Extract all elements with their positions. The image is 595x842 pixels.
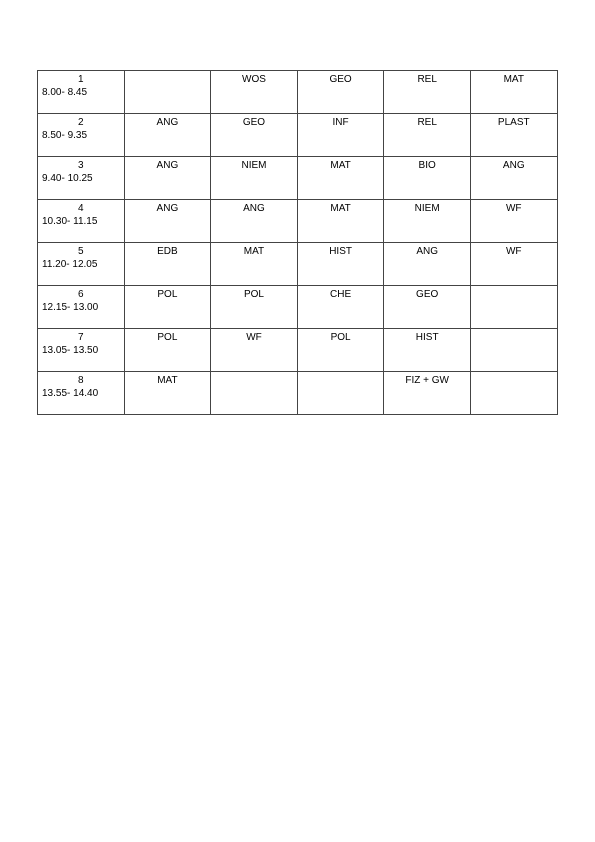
subject-cell: MAT [124,372,211,415]
table-row [38,200,558,243]
lesson-time: 10.30- 11.15 [42,216,98,227]
subject-cell: PLAST [470,114,557,157]
subject-cell: ANG [124,200,211,243]
subject-cell: MAT [211,243,298,286]
subject-cell: WF [211,329,298,372]
table-row [38,243,558,286]
subject-cell: REL [384,71,471,114]
subject-cell [297,372,384,415]
subject-cell: HIST [297,243,384,286]
subject-cell: CHE [297,286,384,329]
subject-cell: WF [470,243,557,286]
lesson-number: 7 [78,332,84,343]
lesson-cell [38,114,125,157]
subject-cell: ANG [124,114,211,157]
subject-cell: NIEM [211,157,298,200]
subject-cell [211,372,298,415]
lesson-cell [38,71,125,114]
subject-cell [470,286,557,329]
lesson-cell [38,200,125,243]
subject-cell: POL [211,286,298,329]
subject-cell: ANG [384,243,471,286]
subject-cell: GEO [297,71,384,114]
timetable [37,70,558,415]
table-row [38,114,558,157]
subject-cell: NIEM [384,200,471,243]
subject-cell: MAT [297,200,384,243]
subject-cell: POL [124,329,211,372]
lesson-time: 12.15- 13.00 [42,302,99,313]
table-row [38,71,558,114]
subject-cell: GEO [384,286,471,329]
lesson-time: 8.50- 9.35 [42,130,88,141]
table-row [38,286,558,329]
lesson-number: 5 [78,246,84,257]
subject-cell [124,71,211,114]
lesson-number: 3 [78,160,84,171]
subject-cell: INF [297,114,384,157]
lesson-time: 9.40- 10.25 [42,173,93,184]
subject-cell [470,329,557,372]
table-row [38,157,558,200]
subject-cell: FIZ + GW [384,372,471,415]
lesson-number: 4 [78,203,84,214]
table-row [38,372,558,415]
lesson-time: 13.55- 14.40 [42,388,99,399]
subject-cell: ANG [211,200,298,243]
lesson-number: 6 [78,289,84,300]
table-row [38,329,558,372]
subject-cell: GEO [211,114,298,157]
lesson-number: 2 [78,117,84,128]
lesson-number: 1 [78,74,84,85]
lesson-cell [38,157,125,200]
subject-cell: ANG [124,157,211,200]
subject-cell: WF [470,200,557,243]
subject-cell: POL [124,286,211,329]
subject-cell [470,372,557,415]
lesson-cell [38,372,125,415]
timetable-body [38,71,558,415]
subject-cell: WOS [211,71,298,114]
subject-cell: EDB [124,243,211,286]
subject-cell: POL [297,329,384,372]
subject-cell: MAT [470,71,557,114]
lesson-time: 8.00- 8.45 [42,87,88,98]
subject-cell: HIST [384,329,471,372]
lesson-number: 8 [78,375,84,386]
lesson-cell [38,286,125,329]
subject-cell: MAT [297,157,384,200]
lesson-cell [38,329,125,372]
lesson-time: 11.20- 12.05 [42,259,98,270]
lesson-cell [38,243,125,286]
subject-cell: BIO [384,157,471,200]
lesson-time: 13.05- 13.50 [42,345,99,356]
subject-cell: ANG [470,157,557,200]
subject-cell: REL [384,114,471,157]
